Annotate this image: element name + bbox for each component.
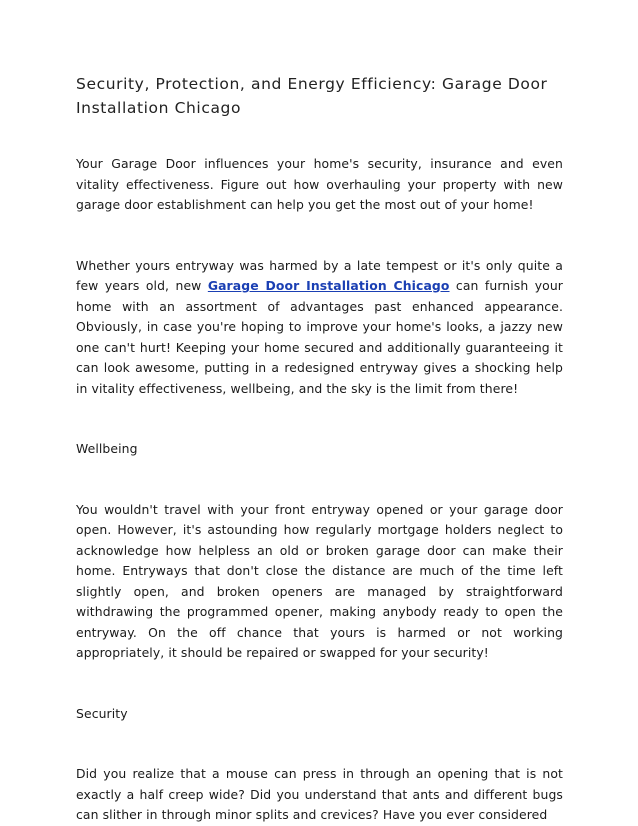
- paragraph-text-before-link: Whether yours entryway was harmed by a late tempest or it's only quite a few years old, new: [76, 257, 563, 293]
- intro-paragraph: Your Garage Door influences your home's security, insurance and even vitality effectiveness. Figure out how overhauling your property with new garage door establishment can help you get the most out of your home!: [76, 156, 563, 212]
- paragraph-text-after-link: can furnish your home with an assortment of advantages past enhanced appearance. Obviously, in case you're hoping to improve your home's looks, a jazzy new one can't hurt! Keeping your home secured and additionally guaranteeing it can look awesome, putting in a redesigned entryway gives a shocking help in vitality effectiveness, wellbeing, and the sky is the limit from there!: [76, 278, 563, 396]
- paragraph-security: Did you realize that a mouse can press in through an opening that is not exactly a half creep wide? Did you understand that ants and different bugs can slither in through minor splits and crevices? Have you ever considered: [76, 766, 563, 822]
- paragraph-wellbeing: You wouldn't travel with your front entryway opened or your garage door open. However, it's astounding how regularly mortgage holders neglect to acknowledge how helpless an old or broken garage door can make their home. Entryways that don't close the distance are much of the time left slightly open, and broken openers are managed by straightforward withdrawing the programmed opener, making anybody ready to open the entryway. On the off chance that yours is harmed or not working appropriately, it should be repaired or swapped for your security!: [76, 501, 563, 660]
- paragraph-installation: [76, 256, 563, 400]
- document-page: [76, 72, 563, 826]
- section-heading-wellbeing: Wellbeing: [76, 441, 138, 456]
- section-heading-security: Security: [76, 705, 128, 721]
- document-title: Security, Protection, and Energy Efficiency: Garage Door Installation Chicago: [76, 75, 548, 117]
- garage-door-installation-link[interactable]: Garage Door Installation Chicago: [207, 278, 450, 293]
